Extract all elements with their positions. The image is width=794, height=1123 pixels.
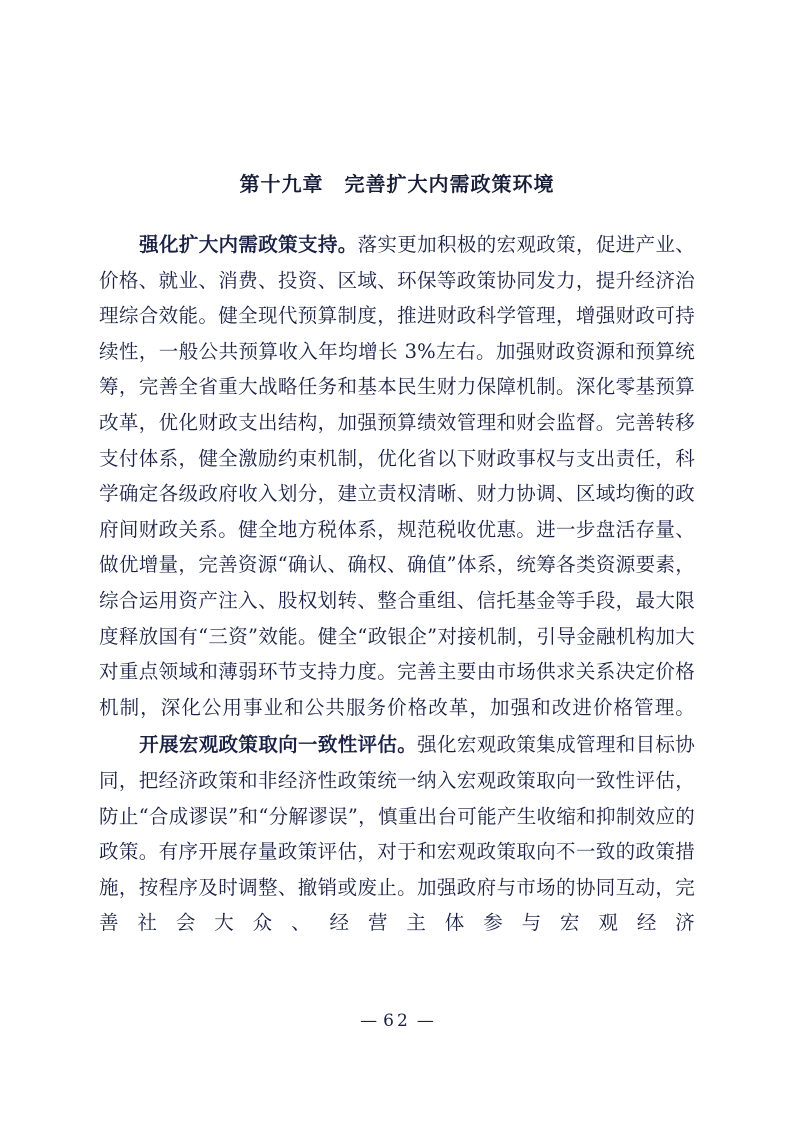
page-number-dash-left: —	[360, 1011, 378, 1031]
body-text-block	[99, 197, 695, 941]
paragraph	[99, 727, 695, 941]
paragraph-text: 强化宏观政策集成管理和目标协同，把经济政策和非经济性政策统一纳入宏观政策取向一致性评估，防止“合成谬误”和“分解谬误”，慎重出台可能产生收缩和抑制效应的政策。有序开展存量政策评估，对于和宏观政策取向不一致的政策措施，按程序及时调整、撤销或废止。加强政府与市场的协同互动，完善社会大众、经营主体参与宏观经济	[99, 733, 695, 935]
page-number-dash-right: —	[416, 1011, 434, 1031]
paragraph-text: 落实更加积极的宏观政策，促进产业、价格、就业、消费、投资、区域、环保等政策协同发力，提升经济治理综合效能。健全现代预算制度，推进财政科学管理，增强财政可持续性，一般公共预算收入年均增长 3%左右。加强财政资源和预算统筹，完善全省重大战略任务和基本民生财力保障机制。深化零基预算改革，优化财政支出结构，加强预算绩效管理和财会监督。完善转移支付体系，健全激励约束机制，优化省以下财政事权与支出责任，科学确定各级政府收入划分，建立责权清晰、财力协调、区域均衡的政府间财政关系。健全地方税体系，规范税收优惠。进一步盘活存量、做优增量，完善资源“确认、确权、确值”体系，统筹各类资源要素，综合运用资产注入、股权划转、整合重组、信托基金等手段，最大限度释放国有“三资”效能。健全“政银企”对接机制，引导金融机构加大对重点领域和薄弱环节支持力度。完善主要由市场供求关系决定价格机制，深化公用事业和公共服务价格改革，加强和改进价格管理。	[99, 233, 696, 719]
paragraph	[99, 227, 695, 725]
paragraph-lead: 强化扩大内需政策支持。	[138, 233, 358, 256]
page-number-value: 62	[383, 1011, 411, 1031]
paragraph-lead: 开展宏观政策取向一致性评估。	[138, 733, 418, 757]
page-number	[0, 1011, 794, 1031]
page-title: 第十九章 完善扩大内需政策环境	[239, 172, 555, 196]
